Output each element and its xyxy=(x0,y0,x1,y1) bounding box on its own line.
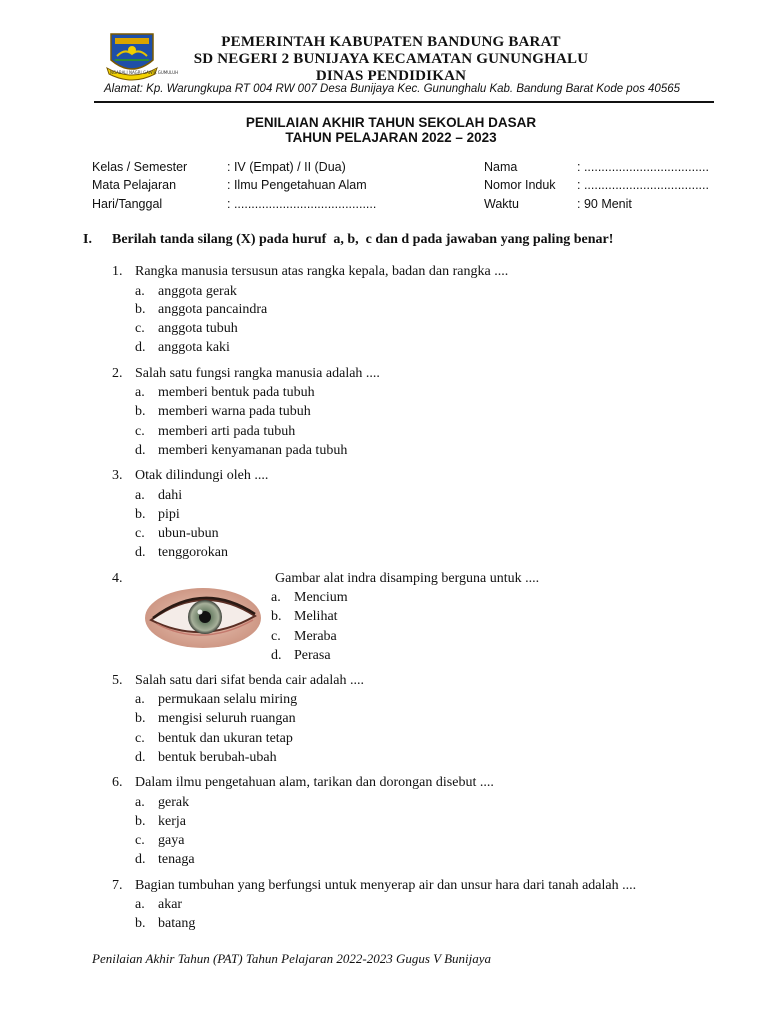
question-number: 7. xyxy=(112,878,123,893)
question-text: Rangka manusia tersusun atas rangka kepala, badan dan rangka .... xyxy=(135,264,509,279)
option-letter: b. xyxy=(271,609,282,624)
option-letter: a. xyxy=(135,692,145,707)
option-letter: d. xyxy=(271,648,282,663)
option-letter: c. xyxy=(271,629,281,644)
option-text: memberi kenyamanan pada tubuh xyxy=(158,443,348,458)
option-text: Perasa xyxy=(294,648,331,663)
option-letter: c. xyxy=(135,526,145,541)
info-label-time: Waktu xyxy=(484,197,519,211)
option-letter: c. xyxy=(135,424,145,439)
option-letter: a. xyxy=(135,284,145,299)
option-letter: d. xyxy=(135,545,146,560)
option-text: ubun-ubun xyxy=(158,526,219,541)
section-instruction: Berilah tanda silang (X) pada huruf a, b, c dan d pada jawaban yang paling benar! xyxy=(112,232,614,247)
option-letter: d. xyxy=(135,750,146,765)
option-letter: d. xyxy=(135,852,146,867)
option-letter: d. xyxy=(135,443,146,458)
option-text: anggota pancaindra xyxy=(158,302,268,317)
question-text: Salah satu fungsi rangka manusia adalah .... xyxy=(135,366,380,381)
info-label-student-id: Nomor Induk xyxy=(484,178,556,192)
question-number: 6. xyxy=(112,775,123,790)
option-text: permukaan selalu miring xyxy=(158,692,298,707)
info-label-subject: Mata Pelajaran xyxy=(92,178,177,192)
option-letter: a. xyxy=(135,385,145,400)
option-letter: b. xyxy=(135,404,146,419)
question-text: Dalam ilmu pengetahuan alam, tarikan dan dorongan disebut .... xyxy=(135,775,494,790)
option-text: memberi bentuk pada tubuh xyxy=(158,385,315,400)
question-text: Gambar alat indra disamping berguna untuk .... xyxy=(275,571,540,586)
exam-year: TAHUN PELAJARAN 2022 – 2023 xyxy=(285,130,497,145)
info-value-class: : IV (Empat) / II (Dua) xyxy=(227,160,346,174)
header-school: SD NEGERI 2 BUNIJAYA KECAMATAN GUNUNGHALU xyxy=(193,51,589,67)
option-text: kerja xyxy=(158,814,186,829)
question-text: Otak dilindungi oleh .... xyxy=(135,468,269,483)
option-letter: a. xyxy=(135,795,145,810)
header-agency: DINAS PENDIDIKAN xyxy=(315,68,467,84)
option-text: memberi warna pada tubuh xyxy=(158,404,311,419)
option-text: anggota tubuh xyxy=(158,321,238,336)
option-text: tenaga xyxy=(158,852,195,867)
option-letter: a. xyxy=(135,488,145,503)
info-value-time: : 90 Menit xyxy=(577,197,632,211)
info-value-date: : ......................................... xyxy=(227,197,377,211)
option-text: Melihat xyxy=(294,609,338,624)
eye-image xyxy=(143,582,263,652)
header-rule xyxy=(94,101,714,103)
option-letter: b. xyxy=(135,814,146,829)
option-text: gaya xyxy=(158,833,185,848)
option-letter: d. xyxy=(135,340,146,355)
exam-title: PENILAIAN AKHIR TAHUN SEKOLAH DASAR xyxy=(245,115,537,130)
option-letter: c. xyxy=(135,321,145,336)
option-letter: a. xyxy=(135,897,145,912)
option-letter: b. xyxy=(135,916,146,931)
question-text: Bagian tumbuhan yang berfungsi untuk menyerap air dan unsur hara dari tanah adalah .... xyxy=(135,878,637,893)
option-text: Meraba xyxy=(294,629,337,644)
option-text: gerak xyxy=(158,795,190,810)
option-letter: b. xyxy=(135,302,146,317)
option-text: tenggorokan xyxy=(158,545,228,560)
page-footer: Penilaian Akhir Tahun (PAT) Tahun Pelajaran 2022-2023 Gugus V Bunijaya xyxy=(92,951,492,966)
option-text: anggota kaki xyxy=(158,340,230,355)
info-value-student-id: : .................................... xyxy=(577,178,709,192)
logo-motto: NGABALI NAGRI GAWIR GUMULUH xyxy=(110,70,179,75)
header-government: PEMERINTAH KABUPATEN BANDUNG BARAT xyxy=(221,34,561,50)
option-letter: b. xyxy=(135,711,146,726)
question-number: 2. xyxy=(112,366,123,381)
option-text: bentuk dan ukuran tetap xyxy=(158,731,293,746)
question-number: 4. xyxy=(112,571,123,586)
option-text: dahi xyxy=(158,488,183,503)
question-number: 5. xyxy=(112,673,123,688)
option-text: batang xyxy=(158,916,196,931)
option-text: akar xyxy=(158,897,183,912)
school-address: Alamat: Kp. Warungkupa RT 004 RW 007 Desa Bunijaya Kec. Gununghalu Kab. Bandung Barat Kode pos 40565 xyxy=(104,83,681,95)
info-label-name: Nama xyxy=(484,160,518,174)
option-text: anggota gerak xyxy=(158,284,237,299)
option-letter: a. xyxy=(271,590,281,605)
question-number: 1. xyxy=(112,264,123,279)
option-text: mengisi seluruh ruangan xyxy=(158,711,296,726)
option-letter: c. xyxy=(135,833,145,848)
option-letter: c. xyxy=(135,731,145,746)
option-text: memberi arti pada tubuh xyxy=(158,424,296,439)
question-number: 3. xyxy=(112,468,123,483)
option-text: pipi xyxy=(158,507,180,522)
option-text: bentuk berubah-ubah xyxy=(158,750,277,765)
info-value-name: : .................................... xyxy=(577,160,709,174)
question-text: Salah satu dari sifat benda cair adalah .... xyxy=(135,673,364,688)
info-label-class: Kelas / Semester xyxy=(92,160,188,174)
info-label-date: Hari/Tanggal xyxy=(92,197,163,211)
option-letter: b. xyxy=(135,507,146,522)
info-value-subject: : Ilmu Pengetahuan Alam xyxy=(227,178,367,192)
option-text: Mencium xyxy=(294,590,348,605)
section-number: I. xyxy=(83,232,92,247)
